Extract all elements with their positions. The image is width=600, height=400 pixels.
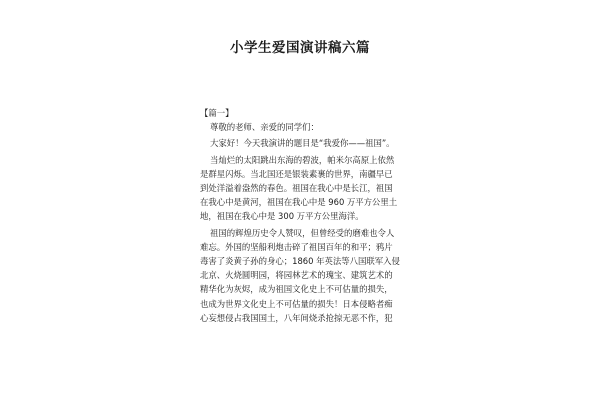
document-body xyxy=(200,106,400,325)
paragraph: 当灿烂的太阳跳出东海的碧波，帕米尔高原上依然是群星闪烁。当北国还是银装素裹的世界，南疆早已到处洋溢着盎然的春色。祖国在我心中是长江，祖国在我心中是黄河，祖国在我心中是 960 万平方公里土地，祖国在我心中是 300 万平方公里海洋。 xyxy=(200,154,398,222)
section-heading: 【篇一】 xyxy=(200,108,234,118)
paragraph: 大家好！今天我演讲的题目是“我爱你——祖国”。 xyxy=(210,138,395,149)
document-title: 小学生爱国演讲稿六篇 xyxy=(230,40,370,56)
paragraph: 祖国的辉煌历史令人赞叹，但曾经受的磨难也令人难忘。外国的坚船利炮击碎了祖国百年的和平；鸦片毒害了炎黄子孙的身心；1860 年英法等八国联军入侵北京、火烧圆明园，将园林艺术的瑰宝、建筑艺术的精华化为灰烬，成为祖国文化史上不可估量的损失，也成为世界文化史上不可估量的损失！日本侵略者痴心妄想侵占我国国土，八年间烧杀抢掠无恶不作，犯 xyxy=(200,227,400,323)
greeting-line: 尊敬的老师、亲爱的同学们： xyxy=(210,122,319,133)
